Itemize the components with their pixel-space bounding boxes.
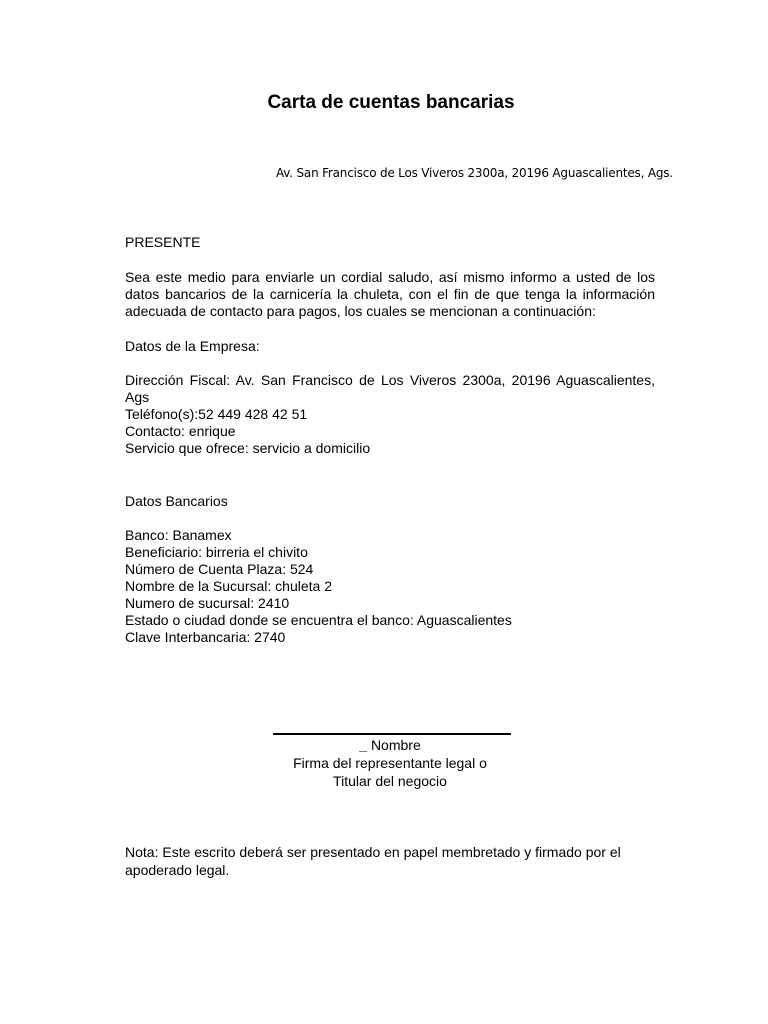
bank-clabe: Clave Interbancaria: 2740 xyxy=(125,629,286,645)
footer-note: Nota: Este escrito deberá ser presentado en papel membretado y firmado por el apoderado legal. xyxy=(125,844,621,878)
bank-branch-number: Numero de sucursal: 2410 xyxy=(125,595,290,611)
bank-branch-name: Nombre de la Sucursal: chuleta 2 xyxy=(125,578,332,594)
bank-details xyxy=(125,527,655,646)
company-contact: Contacto: enrique xyxy=(125,423,236,439)
bank-name: Banco: Banamex xyxy=(125,527,232,543)
bank-beneficiary: Beneficiario: birreria el chivito xyxy=(125,544,308,560)
signature-role-line1: Firma del representante legal o xyxy=(293,755,487,771)
signature-block xyxy=(270,736,510,790)
bank-location: Estado o ciudad donde se encuentra el banco: Aguascalientes xyxy=(125,612,512,628)
company-phone: Teléfono(s):52 449 428 42 51 xyxy=(125,406,308,422)
company-heading: Datos de la Empresa: xyxy=(125,338,260,354)
signature-line xyxy=(273,733,511,735)
document-title: Carta de cuentas bancarias xyxy=(267,92,515,113)
sender-address: Av. San Francisco de Los Viveros 2300a, 20196 Aguascalientes, Ags. xyxy=(276,166,673,180)
bank-account-plaza: Número de Cuenta Plaza: 524 xyxy=(125,561,314,577)
salutation: PRESENTE xyxy=(125,234,201,250)
fiscal-address: Dirección Fiscal: Av. San Francisco de Los Viveros 2300a, 20196 Aguascalientes, Ags xyxy=(125,372,655,405)
bank-heading: Datos Bancarios xyxy=(125,493,228,509)
signature-dash: _ xyxy=(359,737,368,753)
signature-role-line2: Titular del negocio xyxy=(333,773,447,789)
company-details xyxy=(125,406,655,457)
company-service: Servicio que ofrece: servicio a domicilio xyxy=(125,440,371,456)
signature-name-row xyxy=(270,736,510,754)
signature-name-label: Nombre xyxy=(370,737,421,753)
intro-paragraph: Sea este medio para enviarle un cordial saludo, así mismo informo a usted de los datos bancarios de la carnicería la chuleta, con el fin de que tenga la información adecuada de contacto para pagos, los cuales se mencionan a continuación: xyxy=(125,269,655,319)
